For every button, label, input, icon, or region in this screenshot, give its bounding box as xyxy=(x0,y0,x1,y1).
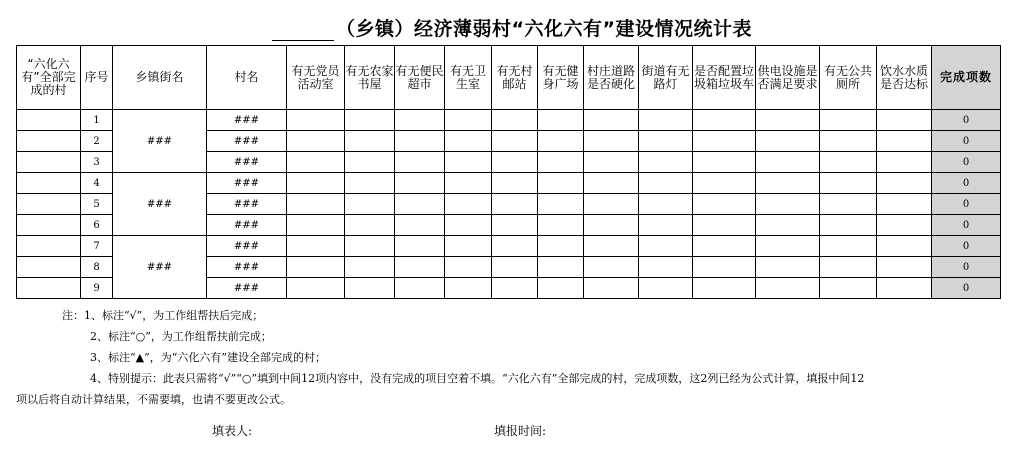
header-post: 有无村邮站 xyxy=(492,46,538,110)
item-cell[interactable] xyxy=(693,278,756,299)
item-cell[interactable] xyxy=(345,257,395,278)
item-cell[interactable] xyxy=(445,194,492,215)
item-cell[interactable] xyxy=(345,194,395,215)
item-cell[interactable] xyxy=(693,257,756,278)
note-4-continued: 项以后将自动计算结果，不需要填，也请不要更改公式。 xyxy=(16,393,291,406)
statistics-table xyxy=(16,45,1001,299)
item-cell[interactable] xyxy=(584,278,639,299)
item-cell[interactable] xyxy=(538,152,584,173)
item-cell[interactable] xyxy=(492,278,538,299)
item-cell[interactable] xyxy=(693,173,756,194)
item-cell[interactable] xyxy=(877,110,932,131)
item-cell[interactable] xyxy=(395,215,445,236)
table-row xyxy=(17,110,1001,131)
seq-cell: 7 xyxy=(81,236,113,257)
item-cell[interactable] xyxy=(395,131,445,152)
count-cell: 0 xyxy=(932,236,1001,257)
header-streetlight: 街道有无路灯 xyxy=(639,46,693,110)
item-cell[interactable] xyxy=(395,110,445,131)
note-3: 3、标注“▲”，为“六化六有”建设全部完成的村； xyxy=(90,351,326,364)
item-cell[interactable] xyxy=(492,173,538,194)
item-cell[interactable] xyxy=(492,131,538,152)
count-cell: 0 xyxy=(932,131,1001,152)
item-cell[interactable] xyxy=(756,236,820,257)
count-cell: 0 xyxy=(932,215,1001,236)
header-seq: 序号 xyxy=(81,46,113,110)
item-cell[interactable] xyxy=(756,194,820,215)
item-cell[interactable] xyxy=(877,236,932,257)
seq-cell: 1 xyxy=(81,110,113,131)
item-cell[interactable] xyxy=(820,194,877,215)
item-cell[interactable] xyxy=(538,278,584,299)
item-cell[interactable] xyxy=(693,152,756,173)
item-cell[interactable] xyxy=(538,236,584,257)
item-cell[interactable] xyxy=(445,278,492,299)
header-road: 村庄道路是否硬化 xyxy=(584,46,639,110)
item-cell[interactable] xyxy=(584,131,639,152)
filler-label: 填表人: xyxy=(212,424,253,438)
complete-cell[interactable] xyxy=(17,131,81,152)
item-cell[interactable] xyxy=(287,257,345,278)
item-cell[interactable] xyxy=(538,173,584,194)
item-cell[interactable] xyxy=(345,131,395,152)
item-cell[interactable] xyxy=(287,131,345,152)
note-2: 2、标注“○”，为工作组帮扶前完成； xyxy=(90,330,272,343)
item-cell[interactable] xyxy=(820,257,877,278)
item-cell[interactable] xyxy=(820,152,877,173)
item-cell[interactable] xyxy=(287,236,345,257)
village-cell[interactable]: ### xyxy=(207,278,287,299)
item-cell[interactable] xyxy=(639,131,693,152)
item-cell[interactable] xyxy=(756,278,820,299)
item-cell[interactable] xyxy=(756,152,820,173)
item-cell[interactable] xyxy=(584,110,639,131)
item-cell[interactable] xyxy=(820,278,877,299)
complete-cell[interactable] xyxy=(17,236,81,257)
item-cell[interactable] xyxy=(877,131,932,152)
item-cell[interactable] xyxy=(639,173,693,194)
item-cell[interactable] xyxy=(877,278,932,299)
header-garbage: 是否配置垃圾箱垃圾车 xyxy=(693,46,756,110)
item-cell[interactable] xyxy=(877,257,932,278)
item-cell[interactable] xyxy=(538,110,584,131)
item-cell[interactable] xyxy=(584,236,639,257)
item-cell[interactable] xyxy=(492,257,538,278)
item-cell[interactable] xyxy=(492,152,538,173)
item-cell[interactable] xyxy=(287,278,345,299)
item-cell[interactable] xyxy=(820,173,877,194)
count-cell: 0 xyxy=(932,173,1001,194)
item-cell[interactable] xyxy=(820,215,877,236)
item-cell[interactable] xyxy=(492,236,538,257)
item-cell[interactable] xyxy=(287,215,345,236)
village-cell[interactable]: ### xyxy=(207,173,287,194)
item-cell[interactable] xyxy=(693,110,756,131)
item-cell[interactable] xyxy=(693,215,756,236)
item-cell[interactable] xyxy=(345,110,395,131)
item-cell[interactable] xyxy=(492,110,538,131)
seq-cell: 5 xyxy=(81,194,113,215)
item-cell[interactable] xyxy=(395,257,445,278)
complete-cell[interactable] xyxy=(17,110,81,131)
village-cell[interactable]: ### xyxy=(207,152,287,173)
item-cell[interactable] xyxy=(538,194,584,215)
item-cell[interactable] xyxy=(287,194,345,215)
item-cell[interactable] xyxy=(492,194,538,215)
item-cell[interactable] xyxy=(877,215,932,236)
town-cell[interactable]: ### xyxy=(113,173,207,236)
town-cell[interactable]: ### xyxy=(113,110,207,173)
header-toilet: 有无公共厕所 xyxy=(820,46,877,110)
count-cell: 0 xyxy=(932,110,1001,131)
item-cell[interactable] xyxy=(395,194,445,215)
item-cell[interactable] xyxy=(287,110,345,131)
item-cell[interactable] xyxy=(395,236,445,257)
item-cell[interactable] xyxy=(639,236,693,257)
seq-cell: 9 xyxy=(81,278,113,299)
item-cell[interactable] xyxy=(756,110,820,131)
count-cell: 0 xyxy=(932,257,1001,278)
item-cell[interactable] xyxy=(639,215,693,236)
count-cell: 0 xyxy=(932,278,1001,299)
sheet-title: （乡镇）经济薄弱村“六化六有”建设情况统计表 xyxy=(0,14,1024,41)
count-cell: 0 xyxy=(932,152,1001,173)
item-cell[interactable] xyxy=(756,131,820,152)
item-cell[interactable] xyxy=(395,278,445,299)
village-cell[interactable]: ### xyxy=(207,215,287,236)
item-cell[interactable] xyxy=(693,194,756,215)
header-water: 饮水水质是否达标 xyxy=(877,46,932,110)
item-cell[interactable] xyxy=(538,215,584,236)
item-cell[interactable] xyxy=(756,257,820,278)
header-village: 村名 xyxy=(207,46,287,110)
header-count: 完成项数 xyxy=(932,46,1001,110)
item-cell[interactable] xyxy=(538,131,584,152)
complete-cell[interactable] xyxy=(17,215,81,236)
item-cell[interactable] xyxy=(877,173,932,194)
item-cell[interactable] xyxy=(345,215,395,236)
seq-cell: 8 xyxy=(81,257,113,278)
village-cell[interactable]: ### xyxy=(207,257,287,278)
note-1: 注：1、标注“√”，为工作组帮扶后完成； xyxy=(62,309,264,322)
seq-cell: 6 xyxy=(81,215,113,236)
item-cell[interactable] xyxy=(445,131,492,152)
town-cell[interactable]: ### xyxy=(113,236,207,299)
item-cell[interactable] xyxy=(756,173,820,194)
item-cell[interactable] xyxy=(639,110,693,131)
complete-cell[interactable] xyxy=(17,257,81,278)
item-cell[interactable] xyxy=(492,215,538,236)
item-cell[interactable] xyxy=(345,152,395,173)
item-cell[interactable] xyxy=(639,257,693,278)
item-cell[interactable] xyxy=(584,215,639,236)
item-cell[interactable] xyxy=(756,215,820,236)
count-cell: 0 xyxy=(932,194,1001,215)
item-cell[interactable] xyxy=(287,173,345,194)
item-cell[interactable] xyxy=(345,236,395,257)
notes-section xyxy=(16,305,1002,410)
village-cell[interactable]: ### xyxy=(207,110,287,131)
item-cell[interactable] xyxy=(639,278,693,299)
date-label: 填报时间: xyxy=(494,424,547,438)
item-cell[interactable] xyxy=(693,236,756,257)
header-town: 乡镇街名 xyxy=(113,46,207,110)
header-store: 有无便民超市 xyxy=(395,46,445,110)
item-cell[interactable] xyxy=(820,110,877,131)
item-cell[interactable] xyxy=(445,215,492,236)
table-row xyxy=(17,173,1001,194)
table-row xyxy=(17,236,1001,257)
item-cell[interactable] xyxy=(584,173,639,194)
header-library: 有无农家书屋 xyxy=(345,46,395,110)
complete-cell[interactable] xyxy=(17,278,81,299)
item-cell[interactable] xyxy=(820,236,877,257)
seq-cell: 4 xyxy=(81,173,113,194)
header-party-room: 有无党员活动室 xyxy=(287,46,345,110)
header-fitness: 有无健身广场 xyxy=(538,46,584,110)
town-name-blank[interactable] xyxy=(272,22,334,41)
item-cell[interactable] xyxy=(877,152,932,173)
item-cell[interactable] xyxy=(287,152,345,173)
item-cell[interactable] xyxy=(584,257,639,278)
item-cell[interactable] xyxy=(538,257,584,278)
header-power: 供电设施是否满足要求 xyxy=(756,46,820,110)
seq-cell: 2 xyxy=(81,131,113,152)
complete-cell[interactable] xyxy=(17,152,81,173)
header-complete: “六化六有”全部完成的村 xyxy=(17,46,81,110)
village-cell[interactable]: ### xyxy=(207,194,287,215)
village-cell[interactable]: ### xyxy=(207,236,287,257)
village-cell[interactable]: ### xyxy=(207,131,287,152)
item-cell[interactable] xyxy=(395,173,445,194)
seq-cell: 3 xyxy=(81,152,113,173)
complete-cell[interactable] xyxy=(17,194,81,215)
header-row xyxy=(17,46,1001,110)
complete-cell[interactable] xyxy=(17,173,81,194)
item-cell[interactable] xyxy=(445,152,492,173)
item-cell[interactable] xyxy=(820,131,877,152)
item-cell[interactable] xyxy=(693,131,756,152)
item-cell[interactable] xyxy=(395,152,445,173)
item-cell[interactable] xyxy=(345,278,395,299)
header-clinic: 有无卫生室 xyxy=(445,46,492,110)
item-cell[interactable] xyxy=(639,194,693,215)
item-cell[interactable] xyxy=(445,110,492,131)
item-cell[interactable] xyxy=(584,152,639,173)
item-cell[interactable] xyxy=(877,194,932,215)
item-cell[interactable] xyxy=(445,173,492,194)
item-cell[interactable] xyxy=(445,257,492,278)
note-4: 4、特别提示：此表只需将“√”“○”填到中间12项内容中，没有完成的项目空着不填。“六化六有”全部完成的村，完成项数，这2列已经为公式计算，填报中间12 xyxy=(90,372,865,385)
item-cell[interactable] xyxy=(445,236,492,257)
item-cell[interactable] xyxy=(584,194,639,215)
item-cell[interactable] xyxy=(345,173,395,194)
item-cell[interactable] xyxy=(639,152,693,173)
